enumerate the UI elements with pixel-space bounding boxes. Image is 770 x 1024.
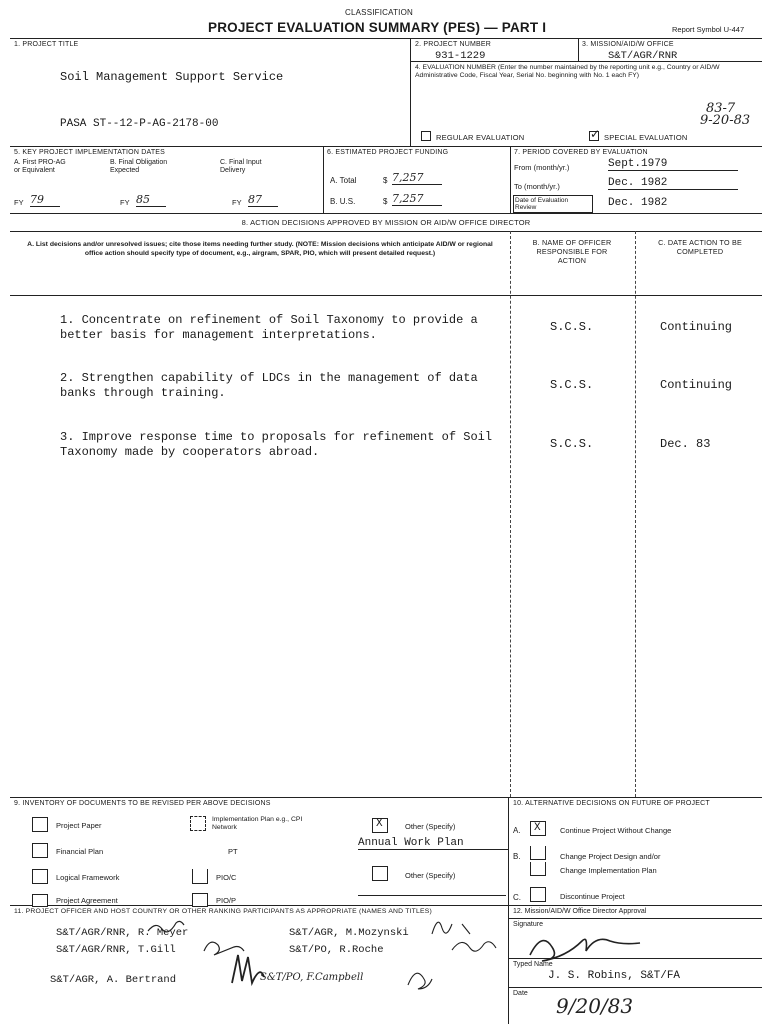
option-b2-checkbox[interactable] xyxy=(530,862,546,876)
column-c-header: C. DATE ACTION TO BE COMPLETED xyxy=(658,238,742,256)
evaluation-number-label: 4. EVALUATION NUMBER (Enter the number maintained by the reporting unit e.g., Country or AID/W Administrative Code, Fiscal Year, Serial No. beginning with No. 1 each FY) xyxy=(415,64,720,79)
project-title-label: 1. PROJECT TITLE xyxy=(14,41,79,48)
fy-c-value: 87 xyxy=(248,193,278,207)
pasa-number: PASA ST--12-P-AG-2178-00 xyxy=(60,118,219,130)
period-covered-label: 7. PERIOD COVERED BY EVALUATION xyxy=(514,149,648,156)
logframe-checkbox[interactable] xyxy=(32,869,48,884)
project-number-label: 2. PROJECT NUMBER xyxy=(415,41,492,48)
participant-row-1-right: S&T/AGR, M.Mozynski xyxy=(289,927,409,939)
option-a-text: Continue Project Without Change xyxy=(560,826,672,835)
funding-label: 6. ESTIMATED PROJECT FUNDING xyxy=(327,149,449,156)
director-approval-label: 12. Mission/AID/W Office Director Approval xyxy=(513,908,647,915)
signature-gill xyxy=(204,942,244,955)
us-value: 7,257 xyxy=(392,192,442,206)
pio-c-label: PIO/C xyxy=(216,873,237,882)
evaluation-number-value: 83-7 xyxy=(706,101,736,116)
action-item-1-officer: S.C.S. xyxy=(550,320,594,334)
classification-label: CLASSIFICATION xyxy=(345,8,413,17)
special-check-mark: ✓ xyxy=(590,127,601,141)
signature-campbell-initials xyxy=(408,973,432,989)
option-c-checkbox[interactable] xyxy=(530,887,546,902)
other-1-label: Other (Specify) xyxy=(405,822,456,831)
total-value: 7,257 xyxy=(392,171,442,185)
pio-c-checkbox[interactable] xyxy=(192,869,208,884)
participant-signatures xyxy=(0,900,508,1024)
signature-roche xyxy=(452,942,496,951)
option-b-checkbox[interactable] xyxy=(530,846,546,860)
action-item-3-date: Dec. 83 xyxy=(660,437,711,451)
final-input-label: C. Final Input Delivery xyxy=(220,159,262,174)
project-agreement-label: Project Agreement xyxy=(56,896,118,905)
project-title-value: Soil Management Support Service xyxy=(60,70,284,84)
action-item-1-text: 1. Concentrate on refinement of Soil Taxonomy to provide a better basis for management interpretations. xyxy=(60,313,478,342)
signature-label: Signature xyxy=(513,921,543,928)
participant-row-3-left: S&T/AGR, A. Bertrand xyxy=(50,974,177,986)
action-item-1-date: Continuing xyxy=(660,320,733,334)
report-symbol: Report Symbol U-447 xyxy=(672,25,745,34)
project-number-value: 931-1229 xyxy=(435,50,486,62)
option-c-text: Discontinue Project xyxy=(560,892,625,901)
financial-plan-label: Financial Plan xyxy=(56,847,104,856)
final-obligation-label: B. Final Obligation Expected xyxy=(110,159,168,174)
date-label: Date xyxy=(513,990,528,997)
action-item-2-date: Continuing xyxy=(660,378,733,392)
fy-c-prefix: FY xyxy=(232,198,242,207)
project-paper-label: Project Paper xyxy=(56,821,102,830)
review-label: Date of Evaluation Review xyxy=(513,195,593,213)
other-1-check: X xyxy=(376,818,383,830)
approval-date: 9/20/83 xyxy=(556,994,634,1018)
review-value: Dec. 1982 xyxy=(608,197,668,209)
fy-b-prefix: FY xyxy=(120,198,130,207)
participants-label: 11. PROJECT OFFICER AND HOST COUNTRY OR OTHER RANKING PARTICIPANTS AS APPROPRIATE (NAMES AND TITLES) xyxy=(14,908,432,915)
alternative-decisions-label: 10. ALTERNATIVE DECISIONS ON FUTURE OF PROJECT xyxy=(513,800,710,807)
option-a-check: X xyxy=(534,822,541,834)
action-item-2-text: 2. Strengthen capability of LDCs in the management of data banks through training. xyxy=(60,371,478,400)
other-2-label: Other (Specify) xyxy=(405,871,456,880)
us-label: B. U.S. xyxy=(330,197,356,206)
project-paper-checkbox[interactable] xyxy=(32,817,48,832)
participant-row-2-left: S&T/AGR/RNR, T.Gill xyxy=(56,944,176,956)
financial-plan-checkbox[interactable] xyxy=(32,843,48,858)
director-signature xyxy=(520,925,700,965)
mission-office-value: S&T/AGR/RNR xyxy=(608,50,678,62)
option-b-letter: B. xyxy=(513,852,521,861)
action-decisions-label: 8. ACTION DECISIONS APPROVED BY MISSION OR AID/W OFFICE DIRECTOR xyxy=(241,218,531,227)
other-1-value: Annual Work Plan xyxy=(358,837,508,850)
from-value: Sept.1979 xyxy=(608,158,738,171)
option-b-text-2: Change Implementation Plan xyxy=(560,866,657,875)
regular-evaluation-checkbox[interactable] xyxy=(421,131,431,141)
fy-a-prefix: FY xyxy=(14,198,24,207)
impl-plan-label: Implementation Plan e.g., CPI Network xyxy=(212,816,303,831)
to-label: To (month/yr.) xyxy=(514,182,560,191)
signature-meyer xyxy=(148,921,184,932)
signature-bertrand xyxy=(232,955,264,983)
key-dates-label: 5. KEY PROJECT IMPLEMENTATION DATES xyxy=(14,149,166,156)
form-title: PROJECT EVALUATION SUMMARY (PES) — PART I xyxy=(208,20,547,35)
first-pro-ag-label: A. First PRO-AG or Equivalent xyxy=(14,159,66,174)
total-currency: $ xyxy=(383,176,388,185)
typed-name-label: Typed Name xyxy=(513,961,553,968)
column-a-header: A. List decisions and/or unresolved issues; cite those items needing further study. (NOTE: Mission decisions which anticipate AID/W or regional office action should specify type of document, e.g., airgram, SPAR, PIO, which will present detailed request.) xyxy=(27,241,493,257)
total-label: A. Total xyxy=(330,176,357,185)
regular-evaluation-label: REGULAR EVALUATION xyxy=(436,133,525,142)
typed-name-value: J. S. Robins, S&T/FA xyxy=(548,970,681,982)
option-a-letter: A. xyxy=(513,826,521,835)
logframe-label: Logical Framework xyxy=(56,873,120,882)
participant-row-1-left: S&T/AGR/RNR, R. Meyer xyxy=(56,927,189,939)
special-evaluation-label: SPECIAL EVALUATION xyxy=(604,133,688,142)
evaluation-date-handwritten: 9-20-83 xyxy=(700,113,751,128)
fy-a-value: 79 xyxy=(30,193,60,207)
participant-row-3-right: S&T/PO, F.Campbell xyxy=(260,972,364,983)
column-b-header: B. NAME OF OFFICER RESPONSIBLE FOR ACTION xyxy=(532,238,612,265)
option-c-letter: C. xyxy=(513,893,521,902)
to-value: Dec. 1982 xyxy=(608,177,738,190)
pio-p-label: PIO/P xyxy=(216,896,237,905)
action-item-3-text: 3. Improve response time to proposals for refinement of Soil Taxonomy made by cooperators abroad. xyxy=(60,430,493,459)
pt-label: PT xyxy=(228,847,238,856)
signature-mozynski xyxy=(432,922,470,934)
from-label: From (month/yr.) xyxy=(514,163,570,172)
inventory-label: 9. INVENTORY OF DOCUMENTS TO BE REVISED PER ABOVE DECISIONS xyxy=(14,800,271,807)
mission-office-label: 3. MISSION/AID/W OFFICE xyxy=(582,41,674,48)
participant-row-2-right: S&T/PO, R.Roche xyxy=(289,944,384,956)
other-2-checkbox[interactable] xyxy=(372,866,388,881)
impl-plan-checkbox[interactable] xyxy=(190,816,206,831)
action-item-2-officer: S.C.S. xyxy=(550,378,594,392)
action-item-3-officer: S.C.S. xyxy=(550,437,594,451)
option-b-text-1: Change Project Design and/or xyxy=(560,852,661,861)
us-currency: $ xyxy=(383,197,388,206)
fy-b-value: 85 xyxy=(136,193,166,207)
